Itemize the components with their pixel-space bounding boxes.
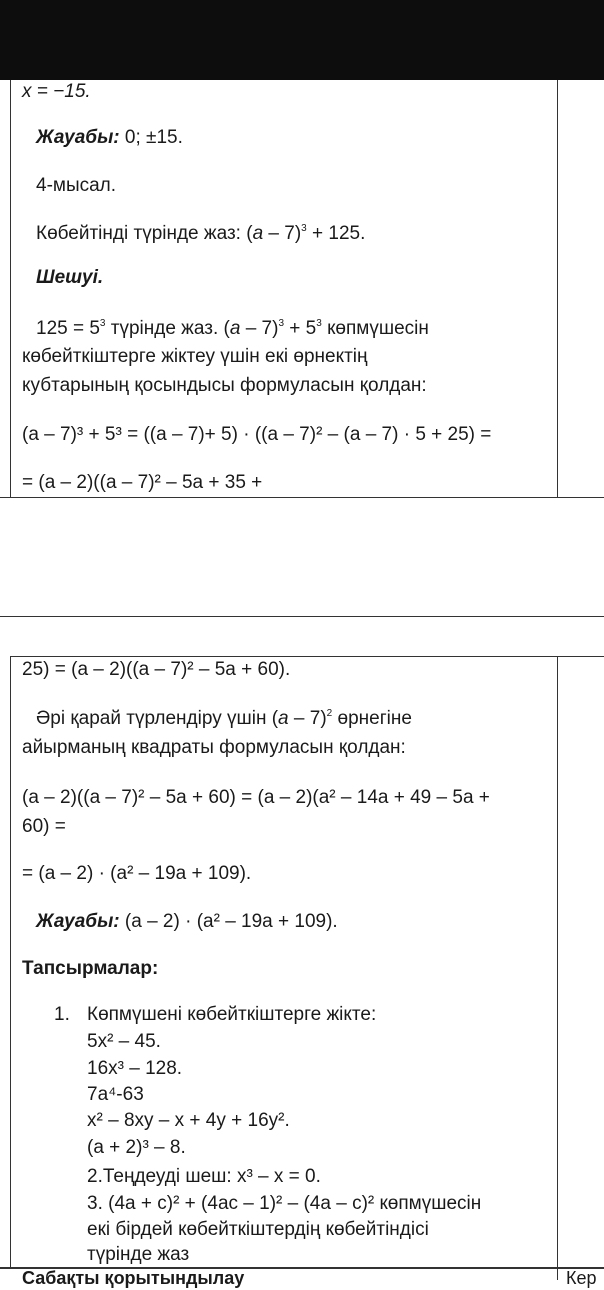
p1-formula2: = (a – 2)((a – 7)² – 5a + 35 + bbox=[22, 472, 263, 493]
p2-line2 bbox=[36, 707, 412, 731]
p2-formula1-cont: 60) = bbox=[22, 816, 66, 837]
p1-l6-exp1: 3 bbox=[99, 318, 106, 329]
task1-item-b: 16x³ – 128. bbox=[87, 1058, 183, 1079]
p1-answer-label: Жауабы: bbox=[36, 127, 120, 148]
page2-mid-border bbox=[557, 656, 558, 1280]
p1-task-exp: 3 bbox=[301, 223, 307, 234]
p1-task bbox=[36, 222, 365, 246]
p2-l2-b: a bbox=[278, 708, 289, 729]
p1-l6-a: 125 = 5 bbox=[36, 318, 100, 339]
footer-left-heading: Сабақты қорытындылау bbox=[22, 1268, 245, 1288]
task2: 2.Теңдеуді шеш: x³ – x = 0. bbox=[87, 1166, 321, 1187]
page2-left-border bbox=[10, 656, 11, 1268]
p1-task-a: Көбейтінді түрінде жаз: ( bbox=[36, 223, 253, 244]
page1-bottom-border bbox=[0, 497, 604, 498]
footer-right-heading: Кер bbox=[566, 1268, 597, 1288]
p1-line7: көбейткіштерге жіктеу үшін екі өрнектің bbox=[22, 346, 368, 367]
p1-answer-value: 0; ±15. bbox=[119, 127, 183, 148]
task3-line1: 3. (4a + c)² + (4ac – 1)² – (4a – c)² көпмүшесін bbox=[87, 1193, 482, 1214]
p1-l6-f: көпмүшесін bbox=[321, 318, 429, 339]
p1-l6-c: a bbox=[229, 318, 241, 339]
p1-line6 bbox=[36, 317, 429, 341]
p2-answer-value: (a – 2) · (a² – 19a + 109). bbox=[119, 911, 338, 932]
p2-line3: айырманың квадраты формуласын қолдан: bbox=[22, 737, 406, 758]
p1-solution-label: Шешуі. bbox=[36, 267, 104, 288]
page-gap-line bbox=[0, 616, 604, 617]
p1-task-d: + 125. bbox=[306, 223, 366, 244]
p2-formula1: (a – 2)((a – 7)² – 5a + 60) = (a – 2)(a² – 14a + 49 – 5a + bbox=[22, 787, 490, 808]
p1-task-b: a bbox=[252, 223, 264, 244]
task1-item-e: (a + 2)³ – 8. bbox=[87, 1137, 186, 1158]
task1-title: Көпмүшені көбейткіштерге жікте: bbox=[87, 1004, 377, 1025]
p1-example-title: 4-мысал. bbox=[36, 175, 117, 196]
p2-answer-label: Жауабы: bbox=[36, 911, 120, 932]
p2-l2-exp: 2 bbox=[326, 708, 333, 719]
task3-line3: түрінде жаз bbox=[87, 1244, 190, 1265]
p2-l2-c: – 7) bbox=[288, 708, 327, 729]
task1-item-a: 5x² – 45. bbox=[87, 1031, 161, 1052]
p1-formula1: (a – 7)³ + 5³ = ((a – 7)+ 5) · ((a – 7)² – (a – 7) · 5 + 25) = bbox=[22, 424, 492, 445]
tasks-heading: Тапсырмалар: bbox=[22, 958, 159, 979]
page1-left-border bbox=[10, 80, 11, 497]
page2-top-border bbox=[10, 656, 604, 657]
p2-l2-d: өрнегіне bbox=[332, 708, 412, 729]
top-dark-bar bbox=[0, 0, 604, 80]
task1-item-d: x² – 8xy – x + 4y + 16y². bbox=[87, 1110, 290, 1131]
p1-l6-d: – 7) bbox=[240, 318, 279, 339]
p1-line8: кубтарының қосындысы формуласын қолдан: bbox=[22, 375, 427, 396]
p2-answer bbox=[36, 910, 338, 934]
p1-l6-b: түрінде жаз. ( bbox=[105, 318, 230, 339]
p1-l6-e: + 5 bbox=[284, 318, 317, 339]
p2-l2-a: Әрі қарай түрлендіру үшін ( bbox=[36, 708, 279, 729]
p1-l6-exp2: 3 bbox=[278, 318, 285, 329]
task1-item-c: 7a⁴-63 bbox=[87, 1084, 144, 1105]
p2-line1: 25) = (a – 2)((a – 7)² – 5a + 60). bbox=[22, 659, 291, 680]
task1-number: 1. bbox=[54, 1004, 70, 1025]
p2-formula2: = (a – 2) · (a² – 19a + 109). bbox=[22, 863, 252, 884]
p1-answer bbox=[36, 126, 183, 150]
task3-line2: екі бірдей көбейткіштердің көбейтіндісі bbox=[87, 1219, 429, 1240]
page1-mid-border bbox=[557, 80, 558, 497]
p1-line1: x = −15. bbox=[22, 81, 91, 102]
p1-task-c: – 7) bbox=[263, 223, 302, 244]
p1-l6-exp3: 3 bbox=[316, 318, 322, 329]
